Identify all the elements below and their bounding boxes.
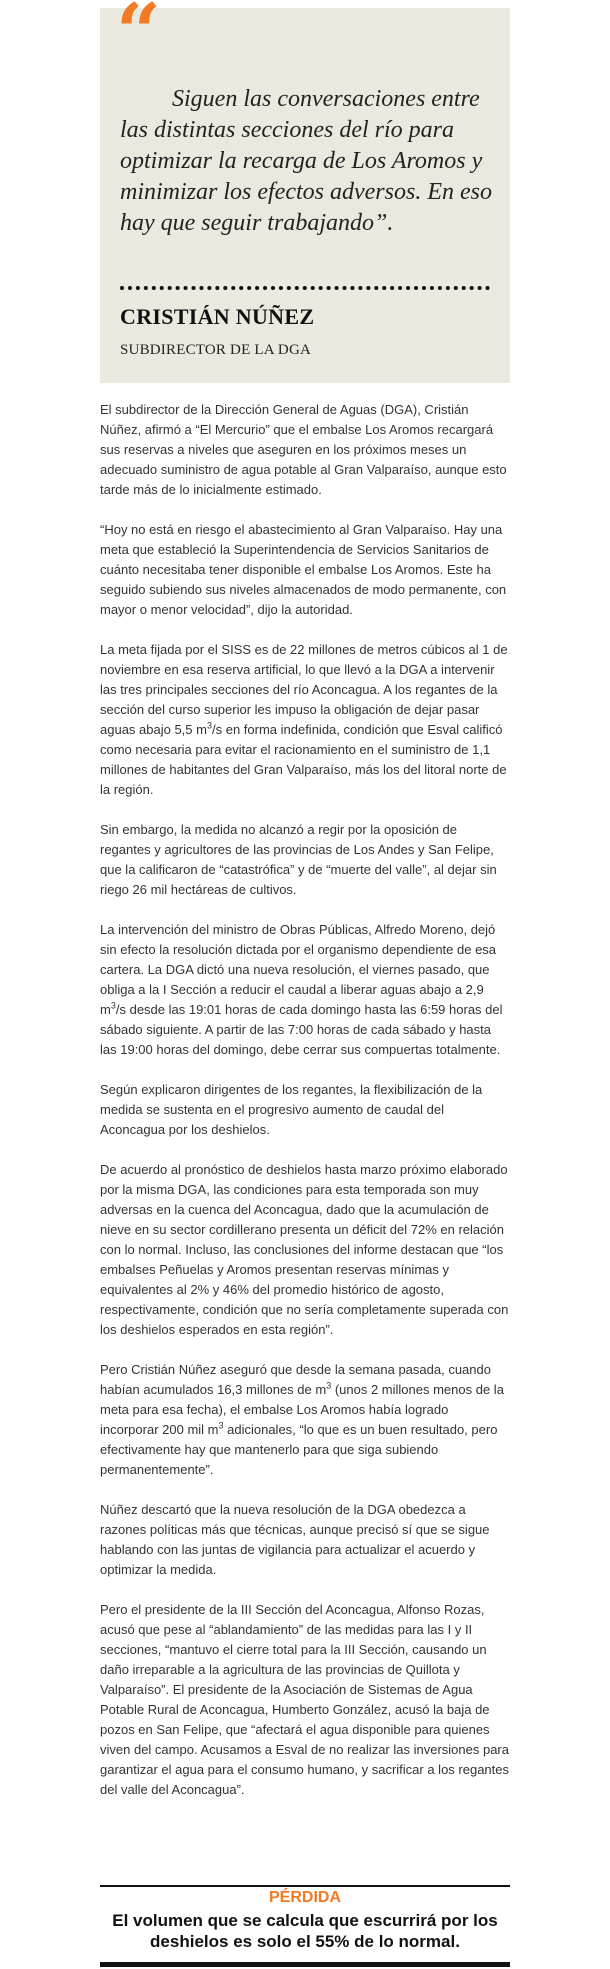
article-paragraph: De acuerdo al pronóstico de deshielos hasta marzo próximo elaborado por la misma DGA, las condiciones para esta temporada son muy adversas en la cuenca del Aconcagua, dado que la acumulación de nieve en su sector cordillerano presenta un déficit del 72% en relación con lo normal. Incluso, las conclusiones del informe destacan que “los embalses Peñuelas y Aromos presentan reservas mínimas y equivalentes al 2% y 46% del promedio histórico de agosto, respectivamente, condición que no sería completamente superada con los deshielos esperados en esta región”. [100,1162,509,1337]
paragraph-segment: /s desde las 19:01 horas de cada domingo hasta las 6:59 horas del sábado siguiente. A partir de las 7:00 horas de cada sábado y hasta las 19:00 horas del domingo, debe cerrar sus compuertas totalmente. [100,1002,503,1057]
article-paragraph [100,1360,510,1480]
paragraph-segment: (unos 2 millones menos de la meta para esa fecha), el embalse Los Aromos había logrado incorporar 200 mil m [100,1382,504,1437]
superscript: 3 [326,1380,332,1391]
quote-author-role: SUBDIRECTOR DE LA DGA [120,342,312,358]
superscript: 3 [218,1420,224,1431]
article-paragraph: El subdirector de la Dirección General de Aguas (DGA), Cristián Núñez, afirmó a “El Mercurio” que el embalse Los Aromos recargará sus reservas a niveles que aseguren en los próximos meses un adecuado suministro de agua potable al Gran Valparaíso, aunque esto tarde más de lo inicialmente estimado. [100,402,507,497]
callout-top-rule [100,1885,510,1887]
paragraph-segment: adicionales, “lo que es un buen resultado, pero efectivamente hay que mantenerlo para que siga subiendo permanentemente”. [100,1422,498,1477]
article-paragraph: Sin embargo, la medida no alcanzó a regir por la oposición de regantes y agricultores de las provincias de Los Andes y San Felipe, que la calificaron de “catastrófica” y de “muerte del valle”, al dejar sin riego 26 mil hectáreas de cultivos. [100,822,497,897]
superscript: 3 [110,1000,116,1011]
superscript: 3 [206,720,212,731]
paragraph-segment: /s en forma indefinida, condición que Esval calificó como necesaria para evitar el racionamiento en el suministro de 1,1 millones de habitantes del Gran Valparaíso, más los del litoral norte de la región. [100,722,507,797]
article-paragraph: Núñez descartó que la nueva resolución de la DGA obedezca a razones políticas más que técnicas, aunque precisó sí que se sigue hablando con las juntas de vigilancia para actualizar el acuerdo y optimizar la medida. [100,1502,490,1577]
quote-author: CRISTIÁN NÚÑEZ [120,304,315,329]
paragraph-segment: La intervención del ministro de Obras Públicas, Alfredo Moreno, dejó sin efecto la resolución dictada por el organismo dependiente de esa cartera. La DGA dictó una nueva resolución, el viernes pasado, que obliga a la I Sección a reducir el caudal a liberar aguas abajo a 2,9 m [100,922,497,1017]
callout-text: El volumen que se calcula que escurrirá por los deshielos es solo el 55% de lo normal. [112,1911,498,1951]
pull-quote-text: Siguen las conversaciones entre las distintas secciones del río para optimizar la recarga de Los Aromos y minimizar los efectos adversos. En eso hay que seguir trabajando”. [120,86,492,236]
article-paragraph: “Hoy no está en riesgo el abastecimiento al Gran Valparaíso. Hay una meta que estableció la Superintendencia de Servicios Sanitarios de cuánto necesitaba tener disponible el embalse Los Aromos. Este ha seguido subiendo sus niveles almacenados de modo permanente, con mayor o menor velocidad”, dijo la autoridad. [100,522,507,617]
callout-bottom-rule [100,1962,510,1967]
paragraph-segment: La meta fijada por el SISS es de 22 millones de metros cúbicos al 1 de noviembre en esa reserva artificial, lo que llevó a la DGA a intervenir las tres principales secciones del río Aconcagua. A los regantes de la sección del curso superior les impuso la obligación de dejar pasar aguas abajo 5,5 m [100,642,508,737]
pull-quote-box [100,0,510,383]
quote-mark-icon: “ [116,0,161,78]
article-body [100,400,510,1820]
dotted-divider [120,286,490,290]
article-paragraph: Según explicaron dirigentes de los regantes, la flexibilización de la medida se sustenta en el progresivo aumento de caudal del Aconcagua por los deshielos. [100,1082,483,1137]
callout-label: PÉRDIDA [268,1889,341,1906]
article-paragraph [100,920,510,1060]
paragraph-segment: Pero Cristián Núñez aseguró que desde la semana pasada, cuando habían acumulados 16,3 millones de m [100,1362,491,1397]
article-paragraph: Pero el presidente de la III Sección del Aconcagua, Alfonso Rozas, acusó que pese al “ablandamiento” de las medidas para las I y II secciones, “mantuvo el cierre total para la III Sección, causando un daño irreparable a la agricultura de las provincias de Quillota y Valparaíso”. El presidente de la Asociación de Sistemas de Agua Potable Rural de Aconcagua, Humberto González, acusó la baja de pozos en San Felipe, que “afectará el agua disponible para quienes viven del campo. Acusamos a Esval de no realizar las inversiones para garantizar el agua para el consumo humano, y sacrificar a los regantes del valle del Aconcagua”. [100,1602,509,1797]
article-paragraph [100,640,510,800]
